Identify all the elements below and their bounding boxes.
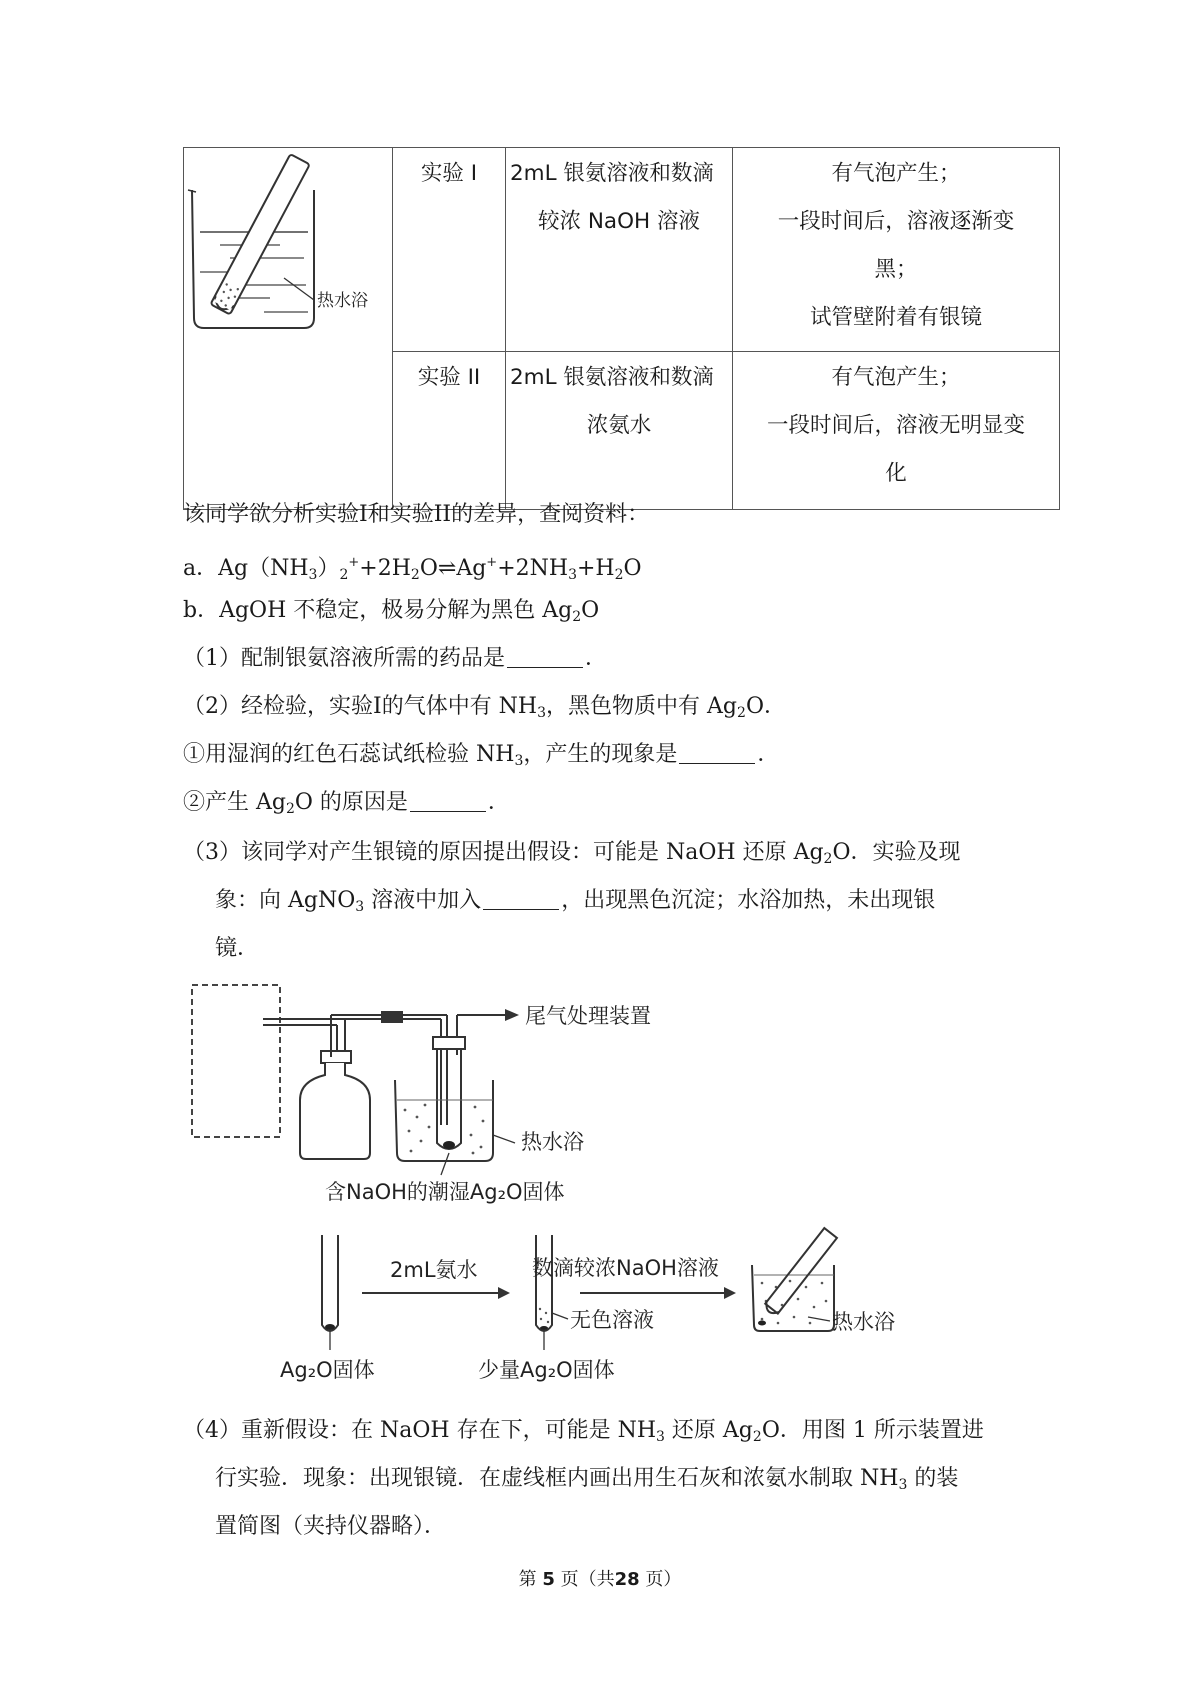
- answer-blank[interactable]: [410, 789, 486, 812]
- question-3-line-2: 象：向 AgNO$_3$ 溶液中加入 ，出现黑色沉淀；水浴加热，未出现银: [215, 888, 936, 915]
- question-2: （2）经检验，实验I的气体中有 $NH_3$，黑色物质中有 $Ag_2O$．: [183, 694, 786, 721]
- intro-text: 该同学欲分析实验I和实验II的差异，查阅资料：: [183, 502, 650, 527]
- answer-blank[interactable]: [507, 645, 583, 668]
- page-number: 5: [542, 1569, 555, 1590]
- step-2-label: 数滴较浓NaOH溶液: [532, 1256, 719, 1280]
- tail-gas-label: 尾气处理装置: [525, 1004, 651, 1028]
- answer-blank[interactable]: [483, 887, 559, 910]
- figure-2-procedure: [210, 1225, 1010, 1395]
- hot-water-bath-illustration: [184, 148, 392, 491]
- question-2-part-2: ②产生 $Ag_2O$ 的原因是 ．: [183, 790, 510, 817]
- question-4-line-3: 置简图（夹持仪器略）．: [215, 1514, 447, 1539]
- step-1-label: 2mL氨水: [390, 1258, 478, 1282]
- total-pages: 28: [614, 1569, 640, 1590]
- experiment-2-observation: 有气泡产生； 一段时间后，溶液无明显变 化: [733, 352, 1060, 510]
- question-1: （1）配制银氨溶液所需的药品是 ．: [183, 646, 608, 671]
- beaker-illustration-cell: [184, 148, 393, 510]
- question-3-line-1: （3）该同学对产生银镜的原因提出假设：可能是 NaOH 还原 $Ag_2O$．实验及现: [183, 840, 961, 867]
- experiment-1-name: 实验 I: [393, 148, 506, 352]
- experiment-2-condition: 2mL 银氨溶液和数滴 浓氨水: [506, 352, 733, 510]
- solid-label: 含NaOH的潮湿Ag₂O固体: [325, 1180, 565, 1204]
- experiment-2-name: 实验 II: [393, 352, 506, 510]
- hot-bath-label-2: 热水浴: [832, 1310, 895, 1334]
- hot-bath-label: 热水浴: [521, 1130, 584, 1154]
- experiment-1-observation: 有气泡产生； 一段时间后，溶液逐渐变 黑； 试管壁附着有银镜: [733, 148, 1060, 352]
- question-4-line-2: 行实验．现象：出现银镜．在虚线框内画出用生石灰和浓氨水制取 $NH_3$ 的装: [215, 1466, 959, 1493]
- small-ag2o-label: 少量Ag₂O固体: [478, 1358, 615, 1382]
- answer-blank[interactable]: [679, 741, 755, 764]
- ag2o-solid-label: Ag₂O固体: [280, 1358, 375, 1382]
- experiment-table: [183, 147, 1060, 510]
- dashed-drawing-box: [192, 985, 280, 1137]
- question-4-line-1: （4）重新假设：在 NaOH 存在下，可能是 $NH_3$ 还原 $Ag_2O$．用图 1 所示装置进: [183, 1418, 984, 1445]
- reference-a: a．$Ag(NH_3)_2^++2H_2O\rightleftharpoons Ag^++2NH_3+H_2O$: [183, 555, 642, 583]
- figure-1-apparatus: [185, 975, 745, 1210]
- experiment-1-condition: 2mL 银氨溶液和数滴 较浓 NaOH 溶液: [506, 148, 733, 352]
- reference-b: b．AgOH 不稳定，极易分解为黑色 $Ag_2O$: [183, 598, 600, 625]
- table-row: [184, 148, 1060, 352]
- page-footer: 第 5 页（共28 页）: [518, 1569, 682, 1590]
- question-2-part-1: ①用湿润的红色石蕊试纸检验 $NH_3$，产生的现象是 ．: [183, 742, 780, 769]
- colorless-solution-label: 无色溶液: [570, 1308, 654, 1332]
- question-3-line-3: 镜．: [215, 936, 260, 961]
- heat-bath-label: 热水浴: [317, 291, 368, 311]
